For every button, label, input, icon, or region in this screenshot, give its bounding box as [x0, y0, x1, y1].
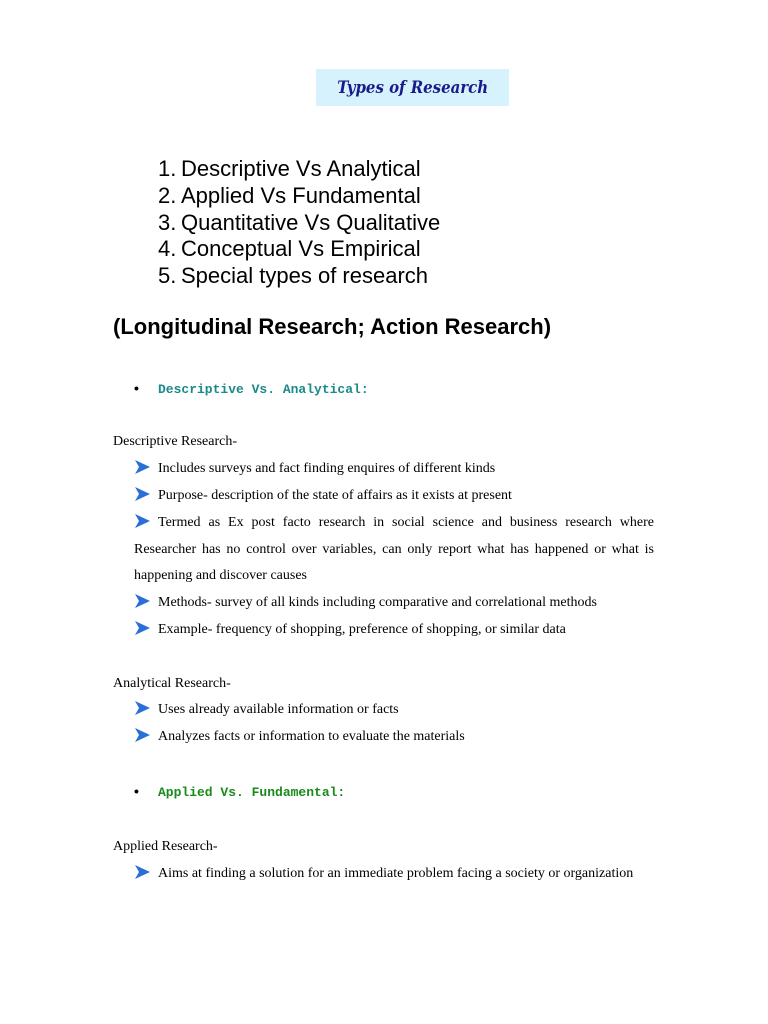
list-number: 2. [158, 182, 177, 208]
bullet-item [134, 861, 654, 888]
bullet-item [134, 617, 566, 644]
section-heading-applied-fundamental [134, 783, 345, 800]
arrow-bullet-icon [134, 728, 150, 742]
list-item [158, 210, 440, 237]
list-item-text: Quantitative Vs Qualitative [181, 209, 441, 235]
section-heading-text: Descriptive Vs. Analytical: [158, 382, 369, 397]
bullet-text: Methods- survey of all kinds including comparative and correlational methods [158, 595, 597, 610]
bullet-text: Aims at finding a solution for an immediate problem facing a society or organization [158, 866, 634, 881]
bullet-text: Termed as Ex post facto research in social science and business research where Researcher has no control over variables, can only report what has happened or what is happening and discover causes [134, 515, 654, 584]
bullet-item [134, 483, 512, 510]
list-item-text: Conceptual Vs Empirical [181, 236, 421, 262]
bullet-dot-icon: • [134, 380, 139, 396]
document-title: Types of Research [337, 77, 488, 98]
analytical-research-label: Analytical Research- [113, 676, 231, 691]
list-item-text: Descriptive Vs Analytical [181, 156, 421, 181]
list-item [158, 183, 440, 210]
list-number: 4. [158, 236, 177, 262]
list-number: 1. [158, 156, 177, 181]
descriptive-research-label: Descriptive Research- [113, 434, 237, 449]
arrow-bullet-icon [134, 594, 150, 608]
list-number: 3. [158, 209, 177, 235]
bullet-item [134, 590, 597, 617]
arrow-bullet-icon [134, 460, 150, 474]
arrow-bullet-icon [134, 514, 150, 528]
applied-research-label: Applied Research- [113, 839, 218, 854]
arrow-bullet-icon [134, 701, 150, 715]
arrow-bullet-icon [134, 487, 150, 501]
bullet-text: Includes surveys and fact finding enquires of different kinds [158, 461, 496, 476]
bullet-text: Purpose- description of the state of affairs as it exists at present [158, 488, 512, 503]
bullet-text: Example- frequency of shopping, preference of shopping, or similar data [158, 622, 566, 637]
types-list [158, 156, 440, 290]
list-item [158, 263, 440, 290]
list-number: 5. [158, 263, 177, 289]
list-item-text: Applied Vs Fundamental [181, 182, 421, 208]
section-heading-text: Applied Vs. Fundamental: [158, 785, 346, 800]
list-item [158, 236, 440, 263]
list-item-text: Special types of research [181, 263, 429, 289]
arrow-bullet-icon [134, 865, 150, 879]
list-item [158, 156, 440, 183]
bullet-text: Uses already available information or facts [158, 702, 399, 717]
bullet-item [134, 510, 654, 590]
bullet-item [134, 456, 495, 483]
bullet-item [134, 697, 399, 724]
arrow-bullet-icon [134, 621, 150, 635]
title-box [316, 69, 509, 106]
bullet-dot-icon: • [134, 783, 139, 799]
bullet-text: Analyzes facts or information to evaluate the materials [158, 729, 465, 744]
bullet-item [134, 724, 465, 751]
section-heading-descriptive-analytical [134, 380, 369, 397]
special-types-note: (Longitudinal Research; Action Research) [113, 314, 552, 339]
